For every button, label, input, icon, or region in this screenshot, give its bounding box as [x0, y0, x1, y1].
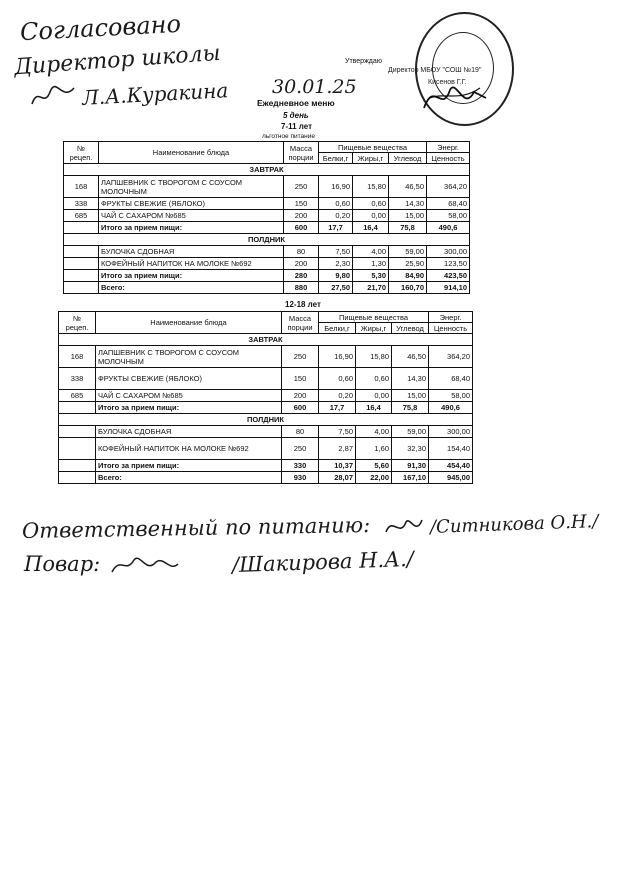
- section-snack: ПОЛДНИК: [59, 414, 473, 426]
- col-energy-value-header: Ценность: [429, 323, 473, 334]
- col-protein-header: Белки,г: [319, 153, 353, 164]
- table-row: БУЛОЧКА СДОБНАЯ 80 7,50 4,00 59,00 300,00: [59, 426, 473, 438]
- cook-signature: [108, 552, 180, 580]
- menu-title: Ежедневное меню: [257, 98, 335, 108]
- director-name: Кисенов Г.Г.: [428, 79, 467, 86]
- col-carbs-header: Углевод: [389, 153, 427, 164]
- section-breakfast: ЗАВТРАК: [64, 164, 470, 176]
- principal-signature: [420, 78, 490, 118]
- menu-table-12-18: [58, 311, 473, 484]
- col-protein-header: Белки,г: [319, 323, 356, 334]
- age-group-2: 12-18 лет: [285, 300, 321, 309]
- handwritten-responsible: Ответственный по питанию:: [21, 512, 371, 544]
- col-recipe-header: № рецеп.: [64, 142, 99, 164]
- snack-total-row: Итого за прием пищи: 330 10,37 5,60 91,30 454,40: [59, 460, 473, 472]
- grand-total-row: Всего: 930 28,07 22,00 167,10 945,00: [59, 472, 473, 484]
- menu-table-7-11: [63, 141, 470, 294]
- col-mass-header: Масса порции: [282, 312, 319, 334]
- table-row: КОФЕЙНЫЙ НАПИТОК НА МОЛОКЕ №692 250 2,87 1,60 32,30 154,40: [59, 438, 473, 460]
- table-row: 168 ЛАПШЕВНИК С ТВОРОГОМ С СОУСОМ МОЛОЧНЫМ 250 16,90 15,80 46,50 364,20: [59, 346, 473, 368]
- col-energy-header: Энерг.: [429, 312, 473, 323]
- handwritten-agreed: Согласовано: [19, 9, 182, 47]
- approve-label: Утверждаю: [345, 58, 382, 65]
- handwritten-responsible-name: /Ситникова О.Н./: [429, 511, 599, 538]
- handwritten-date: 30.01.25: [272, 76, 357, 98]
- table-row: 685 ЧАЙ С САХАРОМ №685 200 0,20 0,00 15,00 58,00: [59, 390, 473, 402]
- table-row: 685 ЧАЙ С САХАРОМ №685 200 0,20 0,00 15,00 58,00: [64, 210, 470, 222]
- menu-day: 5 день: [283, 111, 309, 120]
- section-snack: ПОЛДНИК: [64, 234, 470, 246]
- col-energy-value-header: Ценность: [427, 153, 470, 164]
- col-nutrients-header: Пищевые вещества: [319, 142, 427, 153]
- responsible-signature: [382, 514, 426, 540]
- table-row: 168 ЛАПШЕВНИК С ТВОРОГОМ С СОУСОМ МОЛОЧНЫМ 250 16,90 15,80 46,50 364,20: [64, 176, 470, 198]
- handwritten-director-name: Л.А.Куракина: [81, 78, 229, 110]
- table-row: КОФЕЙНЫЙ НАПИТОК НА МОЛОКЕ №692 200 2,30 1,30 25,90 123,50: [64, 258, 470, 270]
- table-row: БУЛОЧКА СДОБНАЯ 80 7,50 4,00 59,00 300,00: [64, 246, 470, 258]
- age-group-1-note: льготное питание: [262, 133, 315, 140]
- director-org: Директор МБОУ "СОШ №19": [388, 67, 482, 74]
- col-energy-header: Энерг.: [427, 142, 470, 153]
- grand-total-row: Всего: 880 27,50 21,70 160,70 914,10: [64, 282, 470, 294]
- age-group-1: 7-11 лет: [281, 122, 313, 131]
- breakfast-total-row: Итого за прием пищи: 600 17,7 16,4 75,8 490,6: [64, 222, 470, 234]
- breakfast-total-row: Итого за прием пищи: 600 17,7 16,4 75,8 490,6: [59, 402, 473, 414]
- col-fat-header: Жиры,г: [353, 153, 389, 164]
- col-mass-header: Масса порции: [284, 142, 319, 164]
- col-recipe-header: № рецеп.: [59, 312, 96, 334]
- snack-total-row: Итого за прием пищи: 280 9,80 5,30 84,90 423,50: [64, 270, 470, 282]
- col-carbs-header: Углевод: [392, 323, 429, 334]
- col-nutrients-header: Пищевые вещества: [319, 312, 429, 323]
- table-row: 338 ФРУКТЫ СВЕЖИЕ (ЯБЛОКО) 150 0,60 0,60 14,30 68,40: [59, 368, 473, 390]
- col-dish-header: Наименование блюда: [96, 312, 282, 334]
- handwritten-director-title: Директор школы: [13, 40, 222, 81]
- director-signature: [28, 82, 78, 112]
- table-row: 338 ФРУКТЫ СВЕЖИЕ (ЯБЛОКО) 150 0,60 0,60 14,30 68,40: [64, 198, 470, 210]
- handwritten-cook-name: /Шакирова Н.А./: [231, 546, 415, 578]
- handwritten-cook: Повар:: [24, 552, 101, 576]
- section-breakfast: ЗАВТРАК: [59, 334, 473, 346]
- col-fat-header: Жиры,г: [356, 323, 392, 334]
- col-dish-header: Наименование блюда: [99, 142, 284, 164]
